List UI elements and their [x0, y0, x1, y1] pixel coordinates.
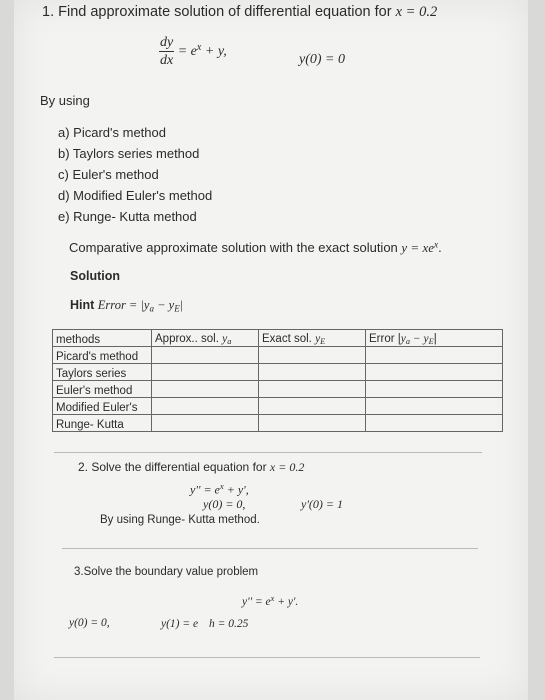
error-sub-a: a: [149, 303, 154, 314]
header-error-y1: y: [400, 332, 406, 345]
header-approx-text: Approx.. sol.: [155, 332, 223, 345]
error-sub-e: E: [174, 303, 180, 314]
header-approx-sub: a: [227, 337, 232, 346]
problem-2-ode-tail: + y',: [223, 482, 249, 497]
problem-2-ode: [190, 481, 249, 497]
method-list: [58, 122, 212, 227]
row-method-cell: Taylors series: [53, 364, 152, 381]
method-item-picard: a) Picard's method: [58, 125, 166, 140]
divider: [62, 548, 478, 549]
header-exact: [259, 330, 366, 347]
method-item-euler: c) Euler's method: [58, 167, 159, 182]
exact-cell: [259, 398, 366, 415]
header-methods: [53, 330, 152, 347]
compare-text: Comparative approximate solution with the exact solution: [69, 240, 402, 255]
problem-3-bc-right: y(1) = e: [161, 618, 199, 630]
header-approx-y: y: [222, 332, 228, 345]
error-formula: [98, 298, 183, 312]
row-method-cell: Picard's method: [53, 347, 152, 364]
table-row: [53, 347, 503, 364]
problem-1-ode: [159, 36, 227, 68]
problem-3-ode-lhs: y'' = e: [242, 596, 271, 609]
problem-3-heading: 3.Solve the boundary value problem: [74, 566, 259, 578]
problem-3-bc-left: y(0) = 0,: [69, 617, 110, 629]
table-row: [53, 398, 503, 415]
approx-cell: [152, 364, 259, 381]
derivative-fraction: [159, 36, 174, 68]
exact-solution-formula: y = xe: [401, 240, 434, 255]
fraction-denominator: dx: [160, 53, 174, 68]
approx-cell: [152, 381, 259, 398]
problem-2-ode-lhs: y'' = e: [190, 482, 220, 497]
header-error-end: |: [433, 332, 437, 345]
problem-2-text: 2. Solve the differential equation for: [78, 460, 270, 474]
exact-cell: [259, 415, 366, 432]
problem-2-x-value: x = 0.2: [269, 460, 305, 474]
error-formula-end: |: [179, 298, 184, 312]
error-cell: [366, 364, 503, 381]
fraction-numerator: dy: [160, 35, 174, 50]
ode-rhs: = e: [177, 44, 197, 60]
hint-line: [70, 298, 183, 313]
table-row: [53, 364, 503, 381]
problem-1-text: 1. Find approximate solution of differential equation for: [42, 4, 396, 20]
problem-3-ode-exponent: x: [270, 594, 275, 603]
problem-1-heading: [42, 4, 437, 21]
divider: [54, 657, 480, 658]
problem-1-initial-condition: y(0) = 0: [299, 52, 345, 67]
table-row: [53, 381, 503, 398]
problem-3-step-size: h = 0.25: [209, 618, 249, 630]
by-using-label: By using: [40, 93, 90, 108]
error-formula-mid: − y: [153, 298, 175, 312]
exact-cell: [259, 381, 366, 398]
row-method-cell: Modified Euler's: [53, 398, 152, 415]
problem-3-ode-tail: + y'.: [274, 596, 299, 609]
ode-rhs-tail: + y,: [201, 44, 227, 60]
problem-3-ode: [242, 594, 298, 608]
error-cell: [366, 398, 503, 415]
header-error-sub2: E: [428, 337, 434, 346]
method-item-modified-euler: d) Modified Euler's method: [58, 188, 213, 203]
header-error-mid: − y: [410, 332, 429, 345]
problem-1-x-value: x = 0.2: [395, 4, 438, 20]
header-error-sub1: a: [405, 337, 410, 346]
exact-cell: [259, 364, 366, 381]
approx-cell: [152, 398, 259, 415]
exact-solution-exponent: x: [434, 240, 439, 251]
error-cell: [366, 415, 503, 432]
header-exact-text: Exact sol.: [262, 332, 316, 345]
compare-instruction: [69, 240, 442, 256]
header-methods-text: methods: [56, 334, 101, 346]
exact-cell: [259, 347, 366, 364]
table-header-row: [53, 330, 503, 347]
solution-label: Solution: [70, 269, 120, 283]
problem-2-ic-y: y(0) = 0,: [203, 497, 246, 511]
header-exact-sub: E: [320, 337, 326, 346]
approx-cell: [152, 415, 259, 432]
compare-end: .: [438, 240, 442, 255]
problem-2-method: By using Runge- Kutta method.: [100, 514, 260, 526]
approx-cell: [152, 347, 259, 364]
header-exact-y: y: [315, 332, 321, 345]
method-item-taylor: b) Taylors series method: [58, 146, 200, 161]
error-formula-start: Error = |y: [97, 298, 150, 312]
header-error: [366, 330, 503, 347]
problem-2-ode-exponent: x: [219, 481, 224, 491]
problem-2-ic-dy: y'(0) = 1: [301, 497, 343, 511]
problem-2-heading: [78, 460, 304, 475]
method-item-runge-kutta: e) Runge- Kutta method: [58, 209, 197, 224]
error-cell: [366, 347, 503, 364]
worksheet-page: [14, 0, 528, 700]
header-error-text: Error |: [369, 332, 401, 345]
results-table: [52, 329, 503, 432]
table-row: [53, 415, 503, 432]
divider: [54, 452, 482, 453]
ode-exponent: x: [196, 42, 202, 54]
row-method-cell: Runge- Kutta: [53, 415, 152, 432]
row-method-cell: Euler's method: [53, 381, 152, 398]
hint-label: Hint: [70, 298, 95, 312]
error-cell: [366, 381, 503, 398]
header-approx: [152, 330, 259, 347]
